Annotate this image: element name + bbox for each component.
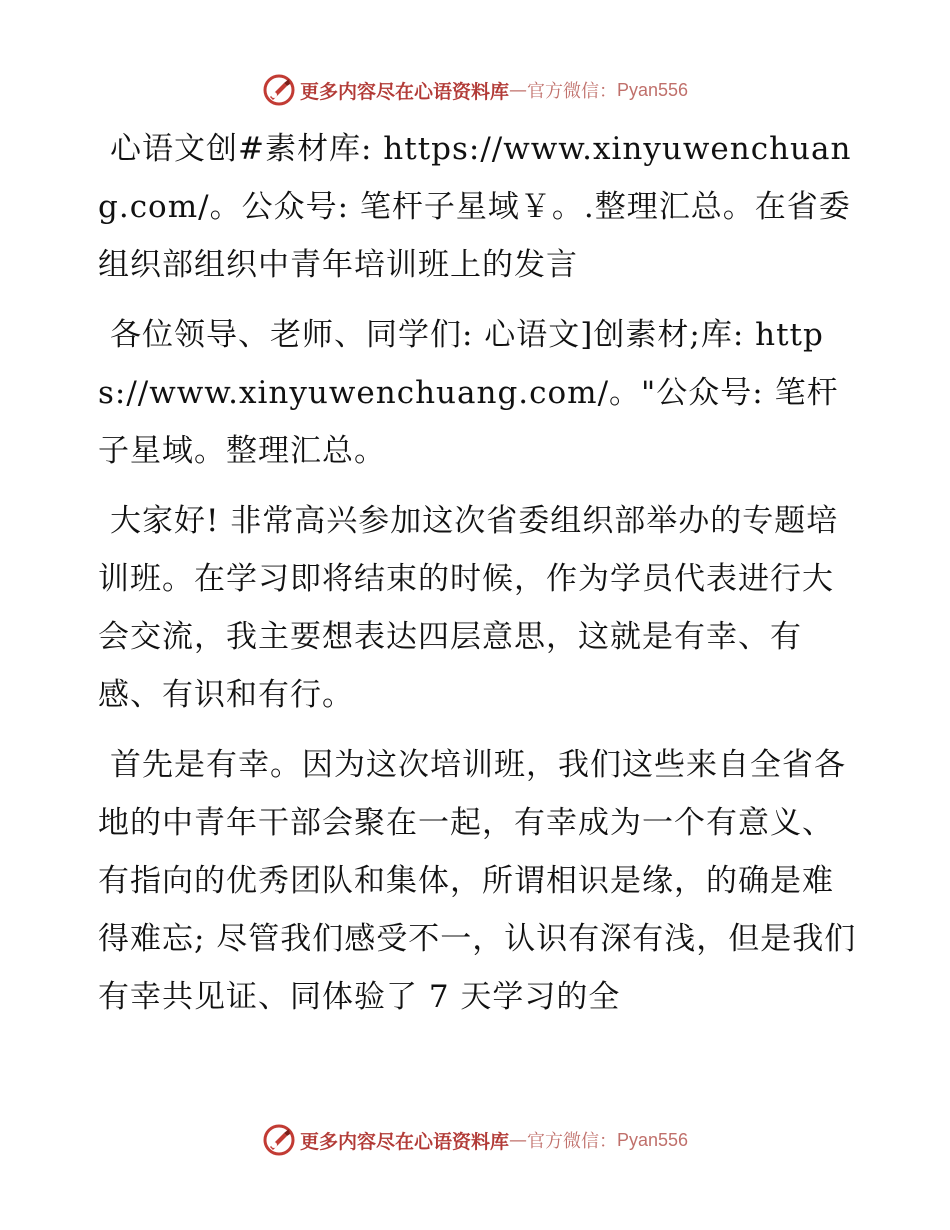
banner-dash: — [508, 1129, 527, 1151]
banner-main-text: 更多内容尽在心语资料库 [299, 80, 509, 103]
banner-suffix: 官方微信： [526, 81, 617, 102]
footer-watermark [0, 1120, 950, 1160]
pen-logo-icon [262, 1123, 296, 1157]
banner-suffix: 官方微信： [526, 1131, 617, 1152]
paragraph: 心语文创#素材库: https://www.xinyuwenchuang.com/。公众号: 笔杆子星域￥。.整理汇总。在省委组织部组织中青年培训班上的发言 [98, 131, 852, 283]
banner-main-text: 更多内容尽在心语资料库 [299, 1130, 509, 1153]
banner-account: Pyan556 [616, 79, 689, 100]
paragraph: 各位领导、老师、同学们: 心语文]创素材;库: https://www.xinyuwenchuang.com/。"公众号: 笔杆子星域。整理汇总。 [98, 317, 839, 469]
pen-logo-icon [262, 73, 296, 107]
document-body [98, 120, 858, 1038]
banner-dash: — [508, 79, 527, 101]
paragraph: 大家好! 非常高兴参加这次省委组织部举办的专题培训班。在学习即将结束的时候，作为学员代表进行大会交流，我主要想表达四层意思，这就是有幸、有感、有识和有行。 [98, 503, 839, 713]
banner-account: Pyan556 [616, 1129, 689, 1150]
paragraph: 首先是有幸。因为这次培训班，我们这些来自全省各地的中青年干部会聚在一起，有幸成为一个有意义、有指向的优秀团队和集体，所谓相识是缘，的确是难得难忘; 尽管我们感受不一，认识有深有浅，但是我们有幸共见证、同体验了 7 天学习的全 [98, 747, 857, 1015]
header-watermark [0, 70, 950, 110]
